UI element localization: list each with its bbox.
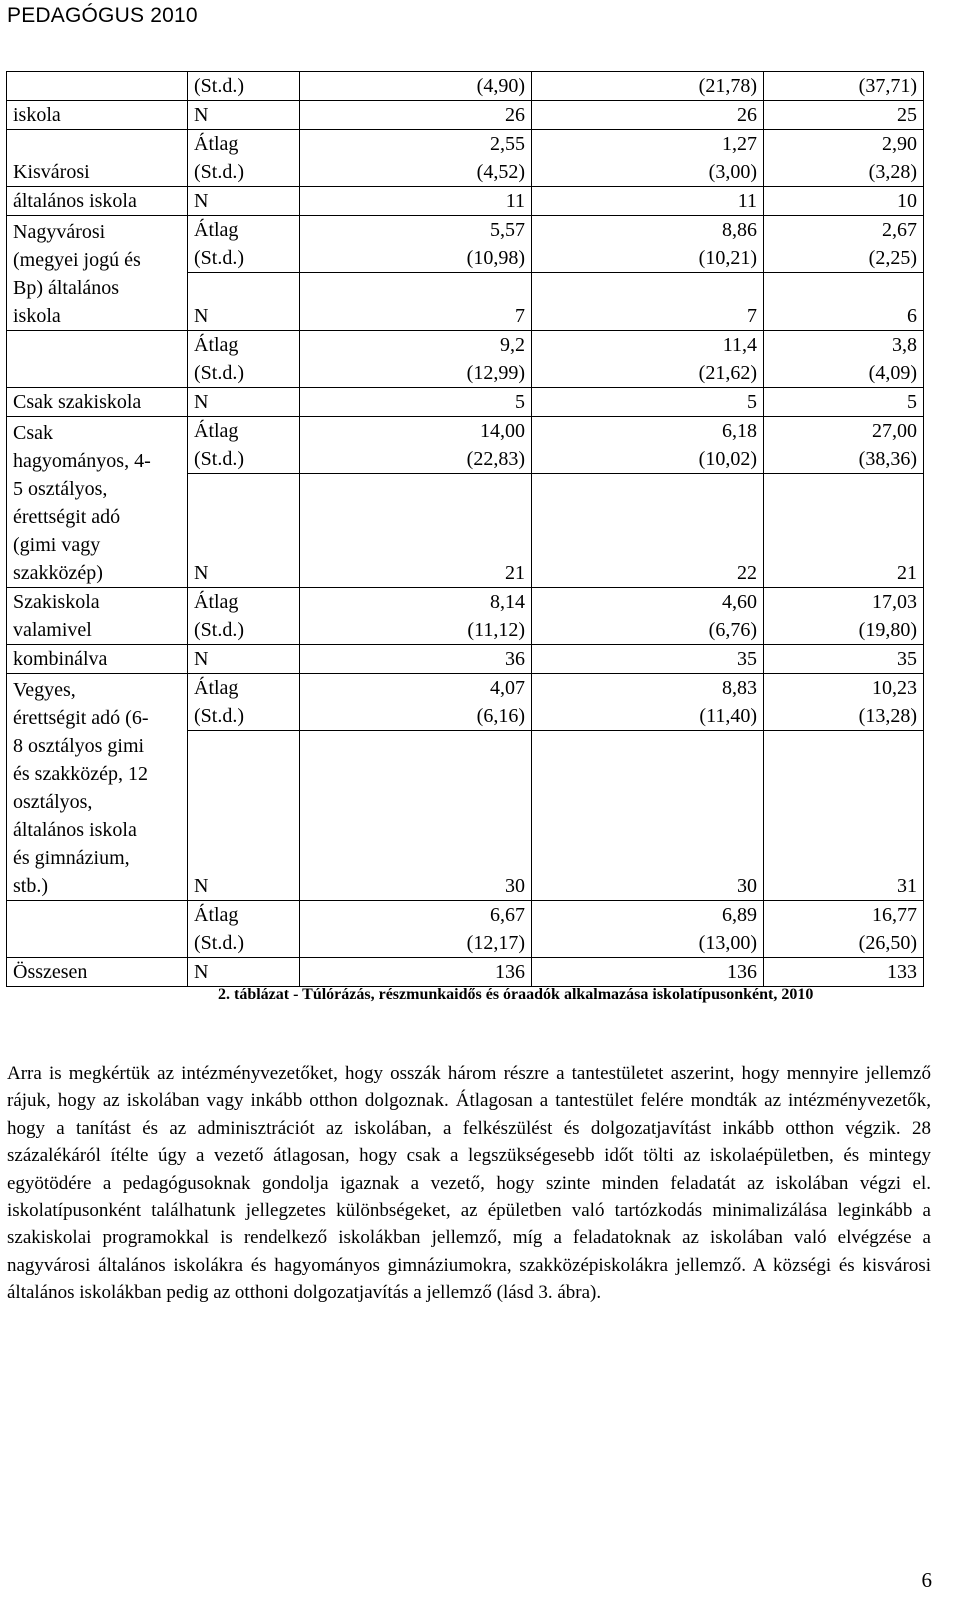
- value-cell: 2,90 (3,28): [764, 130, 924, 187]
- stat-label: N: [188, 474, 300, 588]
- data-table: [6, 71, 924, 987]
- stat-label: Átlag (St.d.): [188, 588, 300, 645]
- table-row: [7, 72, 924, 101]
- row-label: Nagyvárosi (megyei jogú és Bp) általános iskola: [7, 216, 188, 331]
- value-cell: 27,00 (38,36): [764, 417, 924, 474]
- stat-label: Átlag (St.d.): [188, 417, 300, 474]
- table-row: [7, 130, 924, 187]
- value-cell: 7: [532, 273, 764, 331]
- value-cell: 10: [764, 187, 924, 216]
- value-cell: 26: [532, 101, 764, 130]
- value-cell: 35: [764, 645, 924, 674]
- stat-label: Átlag (St.d.): [188, 216, 300, 273]
- value-cell: (37,71): [764, 72, 924, 101]
- value-cell: 2,55 (4,52): [300, 130, 532, 187]
- stat-label: N: [188, 958, 300, 987]
- row-label: Csak szakiskola: [7, 388, 188, 417]
- value-cell: 25: [764, 101, 924, 130]
- table-row: [7, 187, 924, 216]
- row-label: [7, 331, 188, 388]
- body-paragraph: Arra is megkértük az intézményvezetőket, hogy osszák három részre a tantestületet aszerint, hogy mennyire jellemző rájuk, hogy az iskolában vagy inkább otthon dolgoznak. Átlagosan a tantestület felére mondták az intézményvezetők, hogy a tanítást és az adminisztrációt az iskolában, a felkészülést és dolgozatjavítást inkább otthon végzik. 28 százalékáról ítélte úgy a vezető átlagosan, hogy csak a legszükségesebb időt tölti az iskolaépületben, és mintegy egyötödére a pedagógusoknak gondolja igaznak a vezető, hogy szinte minden feladatát az iskolában végzi el. iskolatípusonként találhatunk jellegzetes különbségeket, az épületben való tartózkodás minimalizálása leginkább a szakiskolai programokkal is rendelkező iskolákban jellemző, míg a feladatoknak az iskolában való elvégzése a nagyvárosi általános iskolákra és hagyományos gimnáziumokra, szakközépiskolákra jellemző. A községi és kisvárosi általános iskolákban pedig az otthoni dolgozatjavítás a jellemző (lásd 3. ábra).: [7, 1063, 931, 1304]
- value-cell: 6: [764, 273, 924, 331]
- value-cell: 6,18 (10,02): [532, 417, 764, 474]
- value-cell: 11: [300, 187, 532, 216]
- table-row: [7, 588, 924, 645]
- value-cell: 31: [764, 731, 924, 901]
- value-cell: 6,89 (13,00): [532, 901, 764, 958]
- value-cell: 3,8 (4,09): [764, 331, 924, 388]
- table-row: [7, 388, 924, 417]
- value-cell: 11: [532, 187, 764, 216]
- table-row: [7, 216, 924, 273]
- data-table-body: [7, 72, 924, 987]
- stat-label: N: [188, 731, 300, 901]
- value-cell: 136: [300, 958, 532, 987]
- value-cell: 5: [532, 388, 764, 417]
- value-cell: 30: [532, 731, 764, 901]
- running-header: PEDAGÓGUS 2010: [7, 4, 198, 27]
- value-cell: 11,4 (21,62): [532, 331, 764, 388]
- row-label: Vegyes, érettségit adó (6- 8 osztályos gimi és szakközép, 12 osztályos, általános iskola és gimnázium, stb.): [7, 674, 188, 901]
- stat-label: (St.d.): [188, 72, 300, 101]
- value-cell: 21: [300, 474, 532, 588]
- table-caption: 2. táblázat - Túlórázás, részmunkaidős és óraadók alkalmazása iskolatípusonként, 2010: [218, 986, 814, 1003]
- page-number: 6: [921, 1568, 932, 1592]
- value-cell: 21: [764, 474, 924, 588]
- value-cell: (21,78): [532, 72, 764, 101]
- stat-label: Átlag (St.d.): [188, 674, 300, 731]
- value-cell: 26: [300, 101, 532, 130]
- value-cell: 10,23 (13,28): [764, 674, 924, 731]
- value-cell: 35: [532, 645, 764, 674]
- row-label: Összesen: [7, 958, 188, 987]
- value-cell: (4,90): [300, 72, 532, 101]
- value-cell: 8,83 (11,40): [532, 674, 764, 731]
- row-label: Kisvárosi: [7, 130, 188, 187]
- row-label: [7, 72, 188, 101]
- value-cell: 136: [532, 958, 764, 987]
- stat-label: Átlag (St.d.): [188, 130, 300, 187]
- value-cell: 7: [300, 273, 532, 331]
- row-label: iskola: [7, 101, 188, 130]
- table-row: [7, 101, 924, 130]
- row-label: Csak hagyományos, 4- 5 osztályos, érettségit adó (gimi vagy szakközép): [7, 417, 188, 588]
- value-cell: 14,00 (22,83): [300, 417, 532, 474]
- table-row: [7, 331, 924, 388]
- stat-label: N: [188, 273, 300, 331]
- stat-label: Átlag (St.d.): [188, 331, 300, 388]
- value-cell: 30: [300, 731, 532, 901]
- value-cell: 2,67 (2,25): [764, 216, 924, 273]
- value-cell: 1,27 (3,00): [532, 130, 764, 187]
- stat-label: Átlag (St.d.): [188, 901, 300, 958]
- value-cell: 133: [764, 958, 924, 987]
- value-cell: 8,86 (10,21): [532, 216, 764, 273]
- row-label: [7, 901, 188, 958]
- row-label: általános iskola: [7, 187, 188, 216]
- stat-label: N: [188, 187, 300, 216]
- value-cell: 6,67 (12,17): [300, 901, 532, 958]
- row-label: Szakiskola valamivel: [7, 588, 188, 645]
- value-cell: 17,03 (19,80): [764, 588, 924, 645]
- stat-label: N: [188, 388, 300, 417]
- value-cell: 36: [300, 645, 532, 674]
- value-cell: 8,14 (11,12): [300, 588, 532, 645]
- table-row: [7, 417, 924, 474]
- table-row: [7, 645, 924, 674]
- value-cell: 4,07 (6,16): [300, 674, 532, 731]
- value-cell: 5: [300, 388, 532, 417]
- value-cell: 5,57 (10,98): [300, 216, 532, 273]
- value-cell: 16,77 (26,50): [764, 901, 924, 958]
- table-row: [7, 901, 924, 958]
- row-label: kombinálva: [7, 645, 188, 674]
- value-cell: 22: [532, 474, 764, 588]
- table-row: [7, 958, 924, 987]
- stat-label: N: [188, 645, 300, 674]
- stat-label: N: [188, 101, 300, 130]
- value-cell: 4,60 (6,76): [532, 588, 764, 645]
- value-cell: 5: [764, 388, 924, 417]
- value-cell: 9,2 (12,99): [300, 331, 532, 388]
- table-row: [7, 674, 924, 731]
